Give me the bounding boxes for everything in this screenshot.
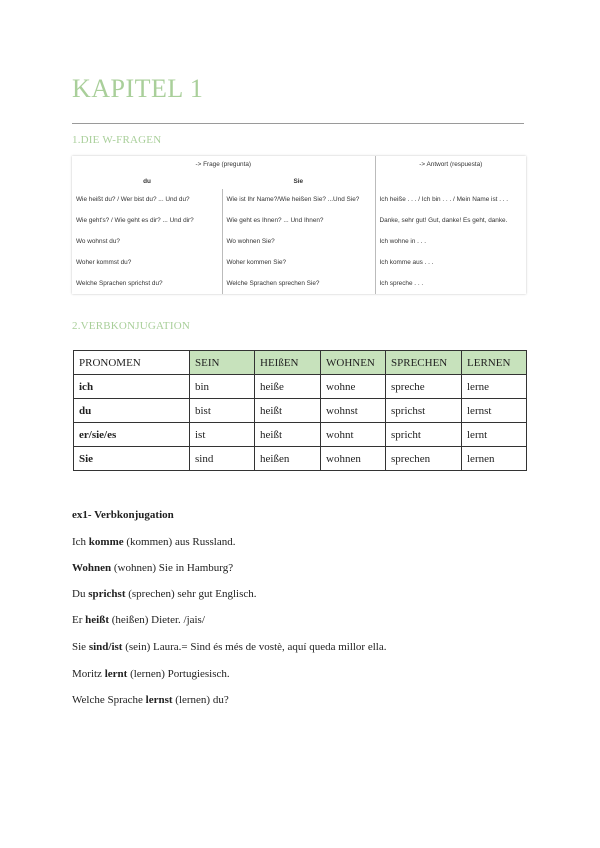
table-row	[72, 273, 526, 294]
sie-question: Welche Sprachen sprechen Sie?	[222, 273, 375, 294]
title-divider	[72, 123, 524, 124]
table-cell: wohnst	[321, 399, 386, 423]
du-question: Wo wohnst du?	[76, 238, 120, 245]
table-cell: sind	[190, 447, 255, 471]
sie-question: Wie geht es Ihnen? ... Und Ihnen?	[222, 210, 375, 231]
sentence-part: (heißen) Dieter. /jais/	[108, 614, 205, 626]
sentence-part: (lernen) du?	[172, 694, 229, 706]
sentence-part: Sie	[72, 641, 89, 653]
sie-header: Sie	[293, 177, 304, 185]
header-lernen: LERNEN	[462, 351, 527, 375]
table-row	[72, 252, 526, 273]
answer-verb: sprichst	[88, 588, 126, 600]
header-sprechen: SPRECHEN	[386, 351, 462, 375]
table-header-row	[74, 351, 527, 375]
sie-question: Wo wohnen Sie?	[222, 231, 375, 252]
answer-verb: Wohnen	[72, 562, 112, 574]
exercise-sentence	[72, 614, 205, 626]
pronoun-cell: ich	[74, 375, 190, 399]
table-cell: lerne	[462, 375, 527, 399]
exercise-title: ex1- Verbkonjugation	[72, 509, 174, 521]
verbkonjugation-table	[73, 350, 527, 471]
header-heissen: HEIßEN	[255, 351, 321, 375]
answer-verb: heißt	[85, 614, 109, 626]
table-cell: spreche	[386, 375, 462, 399]
answer: Ich heiße . . . / Ich bin . . . / Mein Name ist . . .	[375, 189, 526, 210]
sentence-part: Ich	[72, 536, 89, 548]
pronoun-cell: Sie	[74, 447, 190, 471]
sentence-part: Moritz	[72, 668, 105, 680]
table-cell: heiße	[255, 375, 321, 399]
section-heading-verbkonjugation: 2.VERBKONJUGATION	[72, 320, 190, 332]
pronoun-cell: er/sie/es	[74, 423, 190, 447]
exercise-sentence	[72, 694, 229, 706]
table-row	[72, 189, 526, 210]
frage-header: -> Frage (pregunta)	[195, 161, 252, 168]
sentence-part: (sprechen) sehr gut Englisch.	[125, 588, 257, 600]
table-row	[74, 375, 527, 399]
exercise-sentence	[72, 641, 386, 653]
table-row	[74, 399, 527, 423]
table-row	[72, 231, 526, 252]
antwort-header: -> Antwort (respuesta)	[375, 156, 526, 173]
exercise-sentence	[72, 562, 233, 574]
sentence-part: Er	[72, 614, 86, 626]
table-cell: lernt	[462, 423, 527, 447]
antwort-subheader-empty	[375, 173, 526, 189]
exercise-sentence	[72, 668, 230, 680]
sie-question: Woher kommen Sie?	[222, 252, 375, 273]
answer: Ich spreche . . .	[375, 273, 526, 294]
table-row	[74, 447, 527, 471]
table-row	[74, 423, 527, 447]
table-cell: bist	[190, 399, 255, 423]
table-cell: wohne	[321, 375, 386, 399]
du-question: Woher kommst du?	[76, 259, 132, 266]
table-cell: heißt	[255, 399, 321, 423]
table-cell: bin	[190, 375, 255, 399]
sentence-part: Du	[72, 588, 89, 600]
sie-question: Wie ist Ihr Name?/Wie heißen Sie? ...Und Sie?	[222, 189, 375, 210]
exercise-sentence	[72, 588, 257, 600]
table-cell: ist	[190, 423, 255, 447]
sentence-part: (lernen) Portugiesisch.	[127, 668, 230, 680]
answer: Ich komme aus . . .	[375, 252, 526, 273]
answer-verb: komme	[88, 536, 124, 548]
sentence-part: (wohnen) Sie in Hamburg?	[111, 562, 234, 574]
table-cell: wohnt	[321, 423, 386, 447]
section-heading-w-fragen: 1.DIE W-FRAGEN	[72, 134, 162, 146]
sentence-part: (sein) Laura.= Sind és més de vostè, aquí queda millor ella.	[122, 641, 387, 653]
answer: Danke, sehr gut! Gut, danke! Es geht, danke.	[375, 210, 526, 231]
table-row	[72, 210, 526, 231]
header-pronomen: PRONOMEN	[74, 351, 190, 375]
page-title: KAPITEL 1	[72, 74, 204, 103]
table-cell: lernen	[462, 447, 527, 471]
du-question: Welche Sprachen sprichst du?	[76, 280, 163, 287]
table-cell: spricht	[386, 423, 462, 447]
table-cell: lernst	[462, 399, 527, 423]
header-sein: SEIN	[190, 351, 255, 375]
sentence-part: Welche Sprache	[72, 694, 146, 706]
table-cell: sprechen	[386, 447, 462, 471]
table-cell: wohnen	[321, 447, 386, 471]
answer-verb: lernst	[145, 694, 173, 706]
du-header: du	[143, 177, 151, 185]
header-wohnen: WOHNEN	[321, 351, 386, 375]
du-question: Wie geht's? / Wie geht es dir? ... Und dir?	[76, 217, 194, 224]
pronoun-cell: du	[74, 399, 190, 423]
answer-verb: lernt	[104, 668, 128, 680]
table-cell: heißen	[255, 447, 321, 471]
table-cell: sprichst	[386, 399, 462, 423]
answer-verb: sind/ist	[88, 641, 123, 653]
du-question: Wie heißt du? / Wer bist du? ... Und du?	[76, 196, 190, 203]
sentence-part: (kommen) aus Russland.	[123, 536, 236, 548]
w-fragen-table	[72, 156, 526, 294]
table-cell: heißt	[255, 423, 321, 447]
exercise-sentence	[72, 536, 235, 548]
answer: Ich wohne in . . .	[375, 231, 526, 252]
